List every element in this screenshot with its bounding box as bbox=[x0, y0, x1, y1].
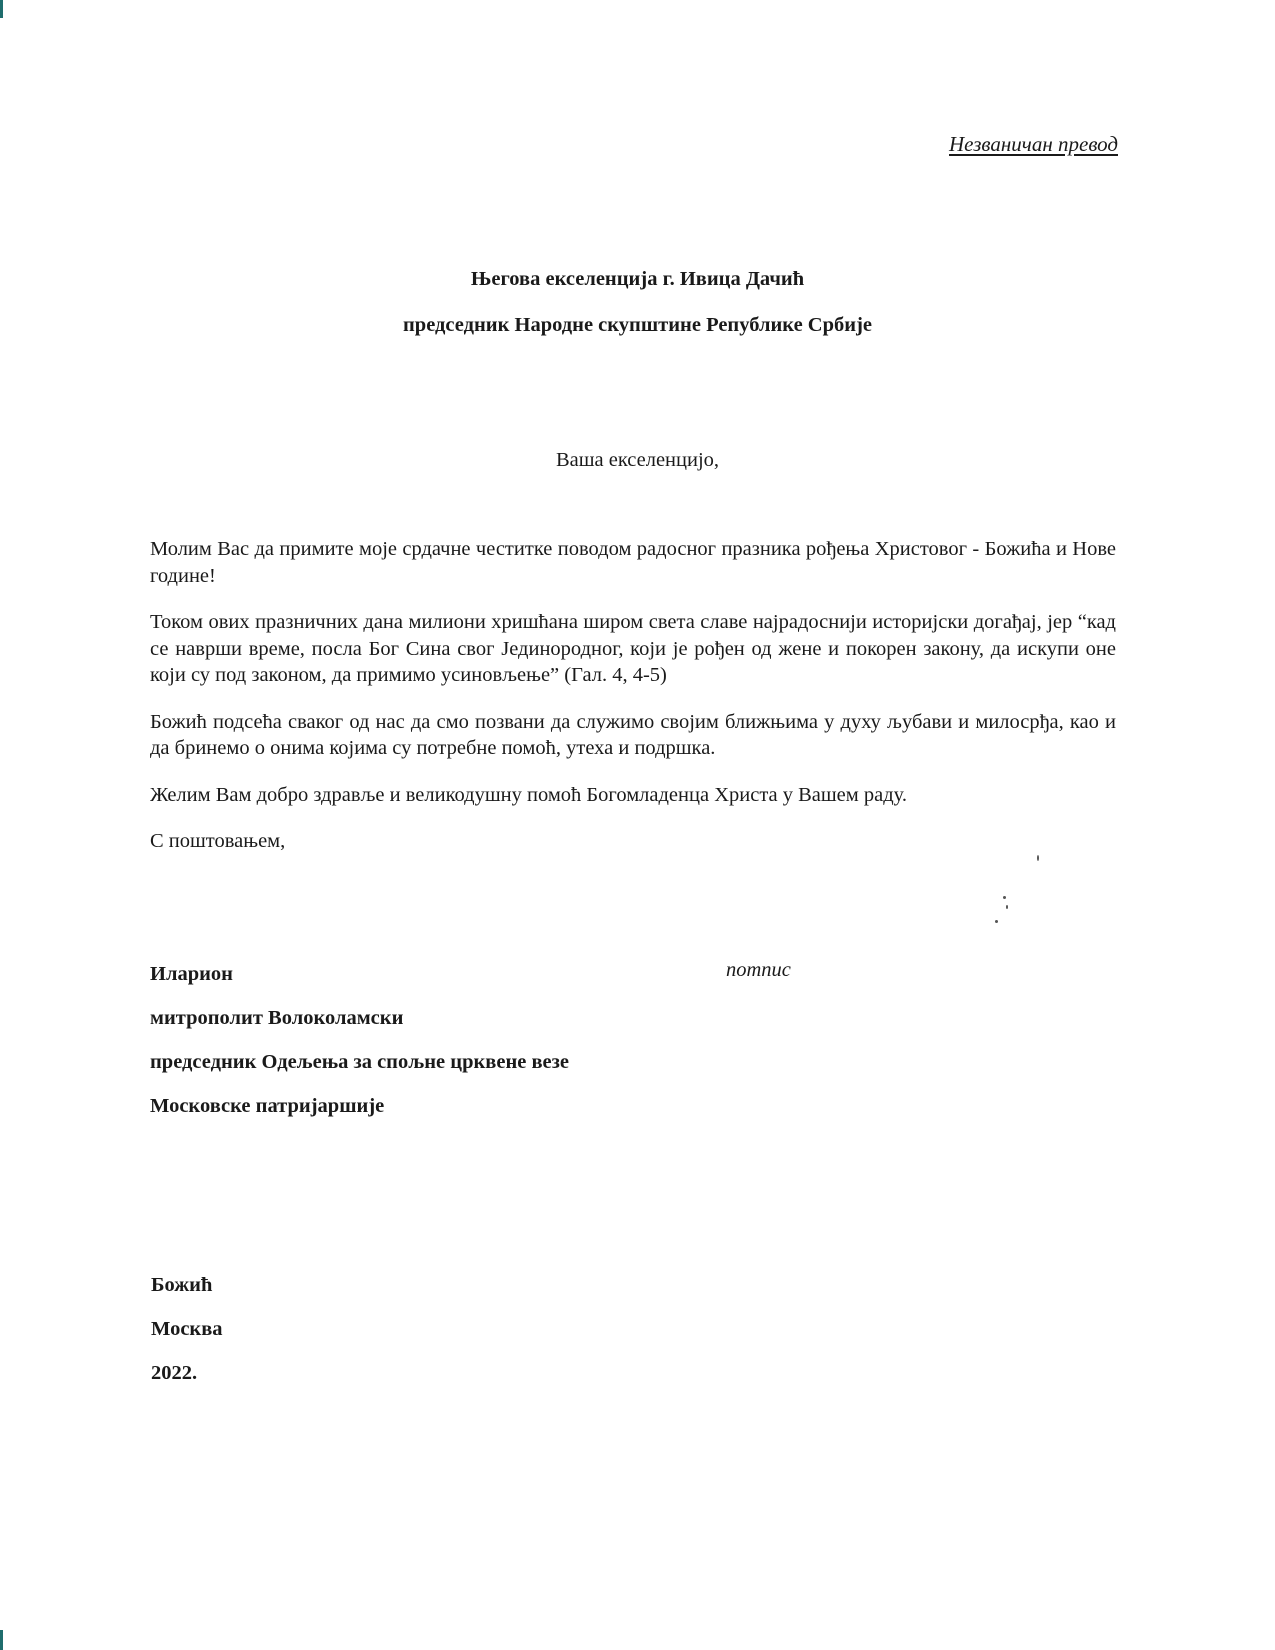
signature-note: потпис bbox=[726, 959, 791, 981]
signatory-title: митрополит Волоколамски bbox=[150, 1007, 404, 1029]
footer-city: Москва bbox=[151, 1318, 223, 1340]
signatory-title: Московске патријаршије bbox=[150, 1095, 385, 1117]
footer-occasion: Божић bbox=[151, 1274, 213, 1296]
body-paragraph: Током ових празничних дана милиони хришћана широм света славе најрадоснији историјски догађај, јер “кад се наврши време, посла Бог Сина свог Јединородног, који је рођен од жене и покорен закону, да искупи оне који су под законом, да примимо усиновљење” (Гал. 4, 4-5) bbox=[150, 611, 1116, 686]
recipient-name: Његова екселенција г. Ивица Дачић bbox=[470, 268, 805, 290]
footer-year: 2022. bbox=[151, 1362, 198, 1384]
body-paragraph: Молим Вас да примите моје срдачне честитке поводом радосног празника рођења Христовог - Божића и Нове године! bbox=[150, 538, 1116, 587]
body-paragraph: Желим Вам добро здравље и великодушну помоћ Богомладенца Христа у Вашем раду. bbox=[150, 783, 907, 806]
footer-block bbox=[151, 1273, 223, 1405]
scan-speck bbox=[1003, 896, 1006, 899]
signature-block bbox=[150, 962, 569, 1138]
translation-note: Незваничан превод bbox=[949, 132, 1118, 156]
body-paragraph: Божић подсећа сваког од нас да смо позвани да служимо својим ближњима у духу љубави и милосрђа, као и да бринемо о онима којима су потребне помоћ, утеха и подршка. bbox=[150, 710, 1116, 759]
scan-speck bbox=[1037, 855, 1039, 861]
salutation: Ваша екселенцијо, bbox=[555, 449, 720, 471]
scan-edge bbox=[0, 0, 3, 1650]
recipient-title: председник Народне скупштине Републике Србије bbox=[403, 314, 872, 336]
closing: С поштовањем, bbox=[150, 830, 286, 852]
signatory-name: Иларион bbox=[150, 963, 233, 985]
scan-speck bbox=[995, 920, 998, 923]
letter-body bbox=[150, 536, 1116, 875]
signatory-title: председник Одељења за спољне црквене везе bbox=[150, 1051, 569, 1073]
scan-speck bbox=[1006, 905, 1008, 909]
